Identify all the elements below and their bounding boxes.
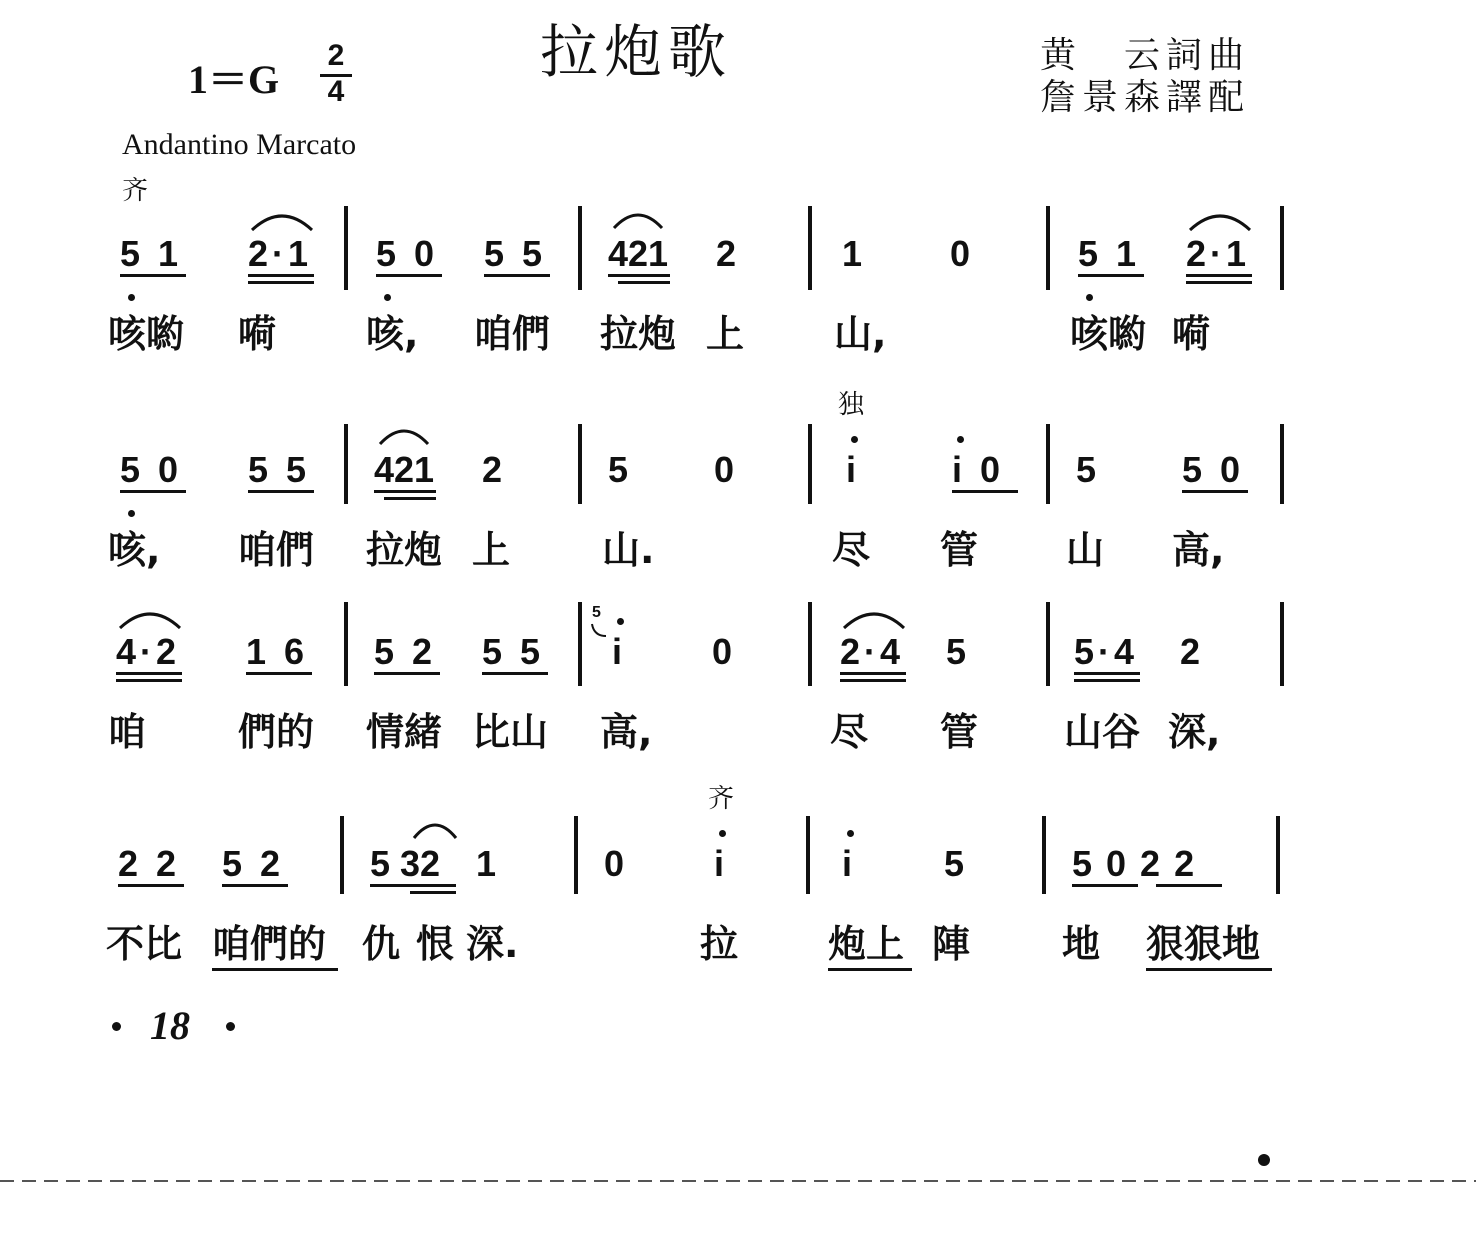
credit-lyricist-composer: 黄 云詞曲 bbox=[1040, 35, 1251, 76]
beam bbox=[1074, 679, 1140, 682]
note-group: 421 bbox=[608, 233, 669, 274]
upper-octave-dot bbox=[957, 436, 964, 443]
upper-octave-dot bbox=[847, 830, 854, 837]
barline bbox=[344, 424, 348, 504]
lyric: 管 bbox=[940, 710, 979, 754]
lyric: 地 bbox=[1062, 922, 1101, 966]
note-group: 5 1 bbox=[120, 233, 183, 274]
beam bbox=[1156, 884, 1222, 887]
beam bbox=[248, 274, 314, 277]
lyric: 咱 bbox=[108, 710, 147, 754]
note-group: 5 0 2 2 bbox=[1072, 843, 1197, 884]
beam bbox=[1186, 281, 1252, 284]
note-group: 2 2 bbox=[118, 843, 181, 884]
note-group: 5 0 bbox=[1182, 449, 1245, 490]
barline bbox=[1280, 602, 1284, 686]
note: i bbox=[842, 843, 857, 884]
slur bbox=[378, 424, 430, 446]
note-group: 2·4 bbox=[840, 631, 905, 672]
rest: 0 bbox=[604, 843, 629, 884]
beam bbox=[1072, 884, 1138, 887]
note: 1 bbox=[476, 843, 501, 884]
barline bbox=[1276, 816, 1280, 894]
beam bbox=[484, 274, 550, 277]
lower-octave-dot bbox=[128, 294, 135, 301]
key-signature: 1＝G bbox=[188, 57, 280, 102]
beam bbox=[116, 672, 182, 675]
slur bbox=[842, 606, 906, 630]
beam bbox=[374, 672, 440, 675]
lyric: 咱們 bbox=[238, 528, 315, 572]
upper-octave-dot bbox=[719, 830, 726, 837]
note-group: 5 5 bbox=[482, 631, 545, 672]
lyric: 拉炮 bbox=[366, 528, 443, 572]
page-number-ornament-right bbox=[226, 1022, 235, 1031]
barline bbox=[808, 206, 812, 290]
note: 1 bbox=[842, 233, 867, 274]
note-group: 5 32 bbox=[370, 843, 441, 884]
lyric: 深, bbox=[1168, 710, 1221, 754]
beam bbox=[222, 884, 288, 887]
section-label-qi-2: 齐 bbox=[708, 784, 735, 814]
lyric: 咳喲 bbox=[1070, 312, 1147, 356]
beam bbox=[410, 891, 456, 894]
lyric: 咳喲 bbox=[108, 312, 185, 356]
lower-octave-dot bbox=[1086, 294, 1093, 301]
note-group: 2·1 bbox=[1186, 233, 1251, 274]
beam bbox=[374, 490, 436, 493]
note-group: 5 0 bbox=[376, 233, 439, 274]
beam bbox=[952, 490, 1018, 493]
lyric: 尽 bbox=[830, 710, 869, 754]
note-group: 5 5 bbox=[484, 233, 547, 274]
beam bbox=[384, 497, 436, 500]
beam bbox=[1074, 672, 1140, 675]
lyric: 管 bbox=[940, 528, 979, 572]
slur bbox=[412, 818, 458, 840]
note: i bbox=[612, 631, 627, 672]
note-group: 5 1 bbox=[1078, 233, 1141, 274]
note: 5 bbox=[944, 843, 969, 884]
lyric: 拉 bbox=[700, 922, 739, 966]
lyric-underline bbox=[828, 968, 912, 971]
section-label-du: 独 bbox=[838, 390, 865, 420]
barline bbox=[1046, 206, 1050, 290]
lyric: 尽 bbox=[832, 528, 871, 572]
note-group: 421 bbox=[374, 449, 435, 490]
page-number-ornament-left bbox=[112, 1022, 121, 1031]
lyric: 上 bbox=[472, 528, 511, 572]
lyric-underline bbox=[1146, 968, 1272, 971]
barline bbox=[1280, 206, 1284, 290]
beam bbox=[482, 672, 548, 675]
lyric: 高, bbox=[1172, 528, 1225, 572]
time-signature-bottom: 4 bbox=[327, 75, 345, 108]
barline bbox=[806, 816, 810, 894]
lyric: 們的 bbox=[238, 710, 315, 754]
beam bbox=[120, 490, 186, 493]
lyric: 恨 bbox=[416, 922, 455, 966]
beam bbox=[840, 679, 906, 682]
lower-octave-dot bbox=[384, 294, 391, 301]
note: 5 bbox=[946, 631, 971, 672]
rest: 0 bbox=[712, 631, 737, 672]
lyric: 山. bbox=[602, 528, 655, 572]
lyric: 不比 bbox=[106, 922, 183, 966]
lyric: 咳, bbox=[108, 528, 161, 572]
upper-octave-dot bbox=[617, 618, 624, 625]
lyric: 陣 bbox=[932, 922, 971, 966]
barline bbox=[1046, 424, 1050, 504]
beam bbox=[376, 274, 442, 277]
beam bbox=[840, 672, 906, 675]
barline bbox=[340, 816, 344, 894]
barline bbox=[1280, 424, 1284, 504]
barline bbox=[344, 206, 348, 290]
lyric: 上 bbox=[706, 312, 745, 356]
beam bbox=[1186, 274, 1252, 277]
upper-octave-dot bbox=[851, 436, 858, 443]
lyric: 咱們的 bbox=[212, 922, 327, 966]
lyric: 炮上 bbox=[828, 922, 905, 966]
lyric: 比山 bbox=[472, 710, 549, 754]
beam bbox=[246, 672, 312, 675]
barline bbox=[808, 424, 812, 504]
lyric: 高, bbox=[600, 710, 653, 754]
lyric: 咳, bbox=[366, 312, 419, 356]
beam bbox=[118, 884, 184, 887]
note: i bbox=[846, 449, 861, 490]
beam bbox=[1078, 274, 1144, 277]
lyric: 情緒 bbox=[366, 710, 443, 754]
credit-translator: 詹景森譯配 bbox=[1040, 77, 1251, 118]
note: i bbox=[714, 843, 729, 884]
beam bbox=[1182, 490, 1248, 493]
note-group: 1 6 bbox=[246, 631, 309, 672]
note: 5 bbox=[1076, 449, 1101, 490]
note-group: 5 0 bbox=[120, 449, 183, 490]
beam bbox=[116, 679, 182, 682]
lyric: 拉炮 bbox=[600, 312, 677, 356]
note: 5 bbox=[608, 449, 633, 490]
lyric: 狠狠地 bbox=[1146, 922, 1261, 966]
beam bbox=[248, 490, 314, 493]
note-group: 5 5 bbox=[248, 449, 311, 490]
barline bbox=[574, 816, 578, 894]
barline bbox=[344, 602, 348, 686]
lyric: 深. bbox=[466, 922, 519, 966]
lower-octave-dot bbox=[128, 510, 135, 517]
page-number: 18 bbox=[150, 1003, 190, 1048]
note: 2 bbox=[482, 449, 507, 490]
beam bbox=[608, 274, 670, 277]
barline bbox=[1046, 602, 1050, 686]
lyric: 山谷 bbox=[1064, 710, 1141, 754]
grace-note: 5 bbox=[592, 604, 601, 621]
barline bbox=[1042, 816, 1046, 894]
song-title: 拉炮歌 bbox=[540, 18, 733, 86]
time-signature-top: 2 bbox=[327, 39, 345, 72]
note-group: 5·4 bbox=[1074, 631, 1139, 672]
note: 2 bbox=[1180, 631, 1205, 672]
grace-slur bbox=[590, 622, 608, 638]
barline bbox=[578, 206, 582, 290]
barline bbox=[578, 602, 582, 686]
note-group: 5 2 bbox=[222, 843, 285, 884]
rest: 0 bbox=[950, 233, 975, 274]
lyric-underline bbox=[212, 968, 338, 971]
note-group: i 0 bbox=[952, 449, 1005, 490]
slur bbox=[250, 208, 314, 232]
section-label-qi-1: 齐 bbox=[122, 176, 149, 206]
lyric: 仇 bbox=[362, 922, 401, 966]
note-group: 5 2 bbox=[374, 631, 437, 672]
barline bbox=[808, 602, 812, 686]
slur bbox=[118, 606, 182, 630]
note-group: 4·2 bbox=[116, 631, 181, 672]
bottom-scan-edge bbox=[0, 1180, 1476, 1182]
scan-speck bbox=[1258, 1154, 1270, 1166]
rest: 0 bbox=[714, 449, 739, 490]
note-group: 2·1 bbox=[248, 233, 313, 274]
note: 2 bbox=[716, 233, 741, 274]
tempo-marking: Andantino Marcato bbox=[122, 128, 357, 161]
lyric: 山 bbox=[1066, 528, 1105, 572]
lyric: 咱們 bbox=[474, 312, 551, 356]
beam bbox=[120, 274, 186, 277]
beam bbox=[370, 884, 456, 887]
slur bbox=[1188, 208, 1252, 232]
beam bbox=[618, 281, 670, 284]
lyric: 山, bbox=[834, 312, 887, 356]
barline bbox=[578, 424, 582, 504]
lyric: 嗬 bbox=[238, 312, 277, 356]
beam bbox=[248, 281, 314, 284]
lyric: 嗬 bbox=[1172, 312, 1211, 356]
slur bbox=[612, 208, 664, 230]
